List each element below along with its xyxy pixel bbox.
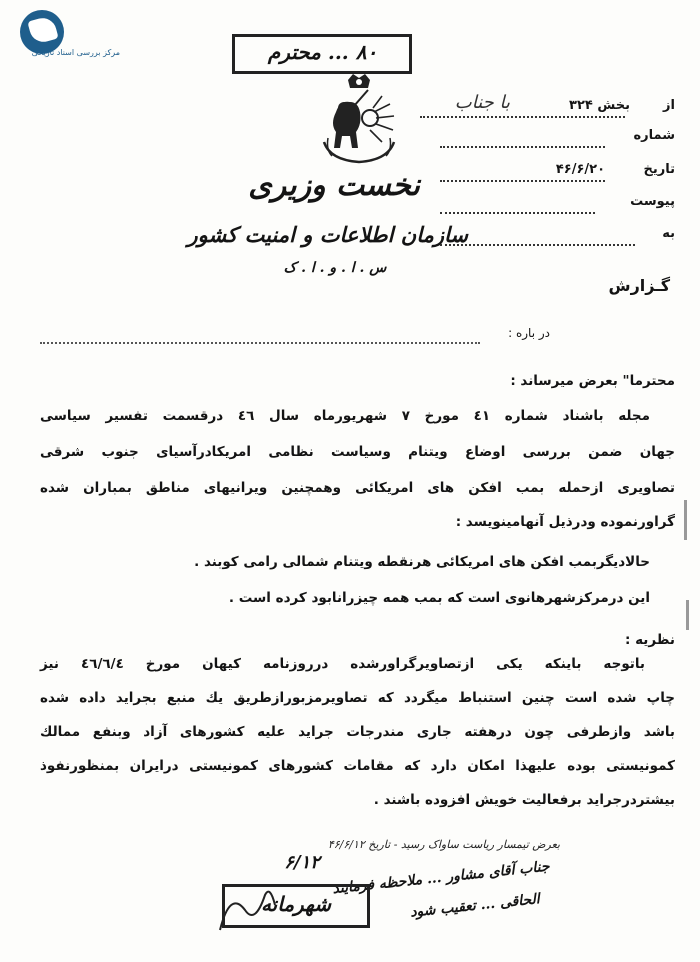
opinion-line-2: چاپ شده است چنین استنباط میگردد که تصاویرمزبورازطریق یك منبع بجراید داده شده [40, 690, 675, 706]
scan-edge-mark [686, 600, 689, 630]
to-dotted-line [440, 244, 635, 246]
subject-dotted-line [40, 342, 480, 344]
opinion-line-4: کمونیستی بوده علیهذا امکان دارد که مقامات کشورهای کمونیستی درایران بمنظورنفوذ [40, 758, 675, 774]
report-heading: گـزارش [608, 276, 670, 295]
paragraph-line-4: گراورنموده ودرذیل آنهامینویسد : [455, 514, 675, 530]
quote-line-2: این درمرکزشهرهانوی است که بمب همه چیزرانابود کرده است . [228, 590, 650, 606]
from-dotted-line [420, 116, 625, 118]
quote-line-1: حالادیگربمب افکن های امریکائی هرنقطه ویتنام شمالی رامی کوبند . [194, 554, 650, 570]
from-handwritten: با جناب [454, 92, 510, 113]
letterhead-title: نخست وزیری [248, 168, 420, 203]
handwritten-date-mark: ۶/۱۲ [284, 852, 320, 873]
attachment-label: پیوست [630, 194, 675, 209]
paragraph-line-2: جهان ضمن بررسی اوضاع ویتنام وسیاست نظامی امریکادرآسیای جنوب شرقی [40, 444, 675, 460]
paragraph-line-1: مجله باشناد شماره ٤١ مورخ ٧ شهریورماه سال ٤٦ درقسمت تفسیر سیاسی [40, 408, 650, 424]
attachment-dotted-line [440, 212, 595, 214]
subject-label: در باره : [508, 326, 550, 340]
opinion-line-3: باشد وازطرفی چون درهفته جاری مندرجات جراید علیه کشورهای آزاد وبنفع ممالك [40, 724, 675, 740]
from-value: بخش ۳۲۴ [569, 98, 630, 113]
handwritten-signature-line-2: الحاقی ... تعقیب شود [409, 891, 541, 921]
date-value: ۴۶/۶/۲۰ [555, 162, 605, 177]
date-label: تاریخ [643, 162, 675, 177]
number-dotted-line [440, 146, 605, 148]
to-label: به [662, 226, 675, 241]
bottom-stamp-text: شهرمانه [260, 892, 332, 916]
paragraph-line-3: تصاویری ازحمله بمب افکن های امریکائی وهمچنین ویرانیهای مناطق بمباران شده [40, 480, 675, 496]
top-stamp-text: ۸۰ ... محترم [267, 40, 378, 64]
scan-edge-mark [684, 500, 687, 540]
handwritten-signature-line-1: جناب آقای مشاور ... ملاحظه فرمایند [331, 858, 551, 898]
handwritten-note-line: بعرض تیمسار ریاست ساواک رسید - تاریخ ۴۶/۶/۱۲ [327, 838, 560, 851]
opinion-line-5: بیشتردرجراید برفعالیت خویش افزوده باشند . [373, 792, 675, 808]
salutation: محترما" بعرض میرساند : [510, 373, 675, 389]
signature-scribble [210, 880, 280, 940]
date-dotted-line [440, 180, 605, 182]
lion-and-sun-emblem-icon [318, 72, 400, 167]
opinion-line-1: باتوجه باینکه یکی ازتصاویرگراورشده درروزنامه کیهان مورخ ٤٦/٦/٤ نیز [40, 656, 645, 672]
letterhead-code: س . ا . و . ا . ک [283, 260, 387, 276]
opinion-label: نظریه : [625, 632, 675, 648]
letterhead-organization: سازمان اطلاعات و امنیت کشور [187, 222, 468, 247]
number-label: شماره [633, 128, 675, 143]
from-label: از [663, 98, 675, 113]
archive-name: مرکز بررسی اسناد تاریخی [31, 48, 120, 57]
